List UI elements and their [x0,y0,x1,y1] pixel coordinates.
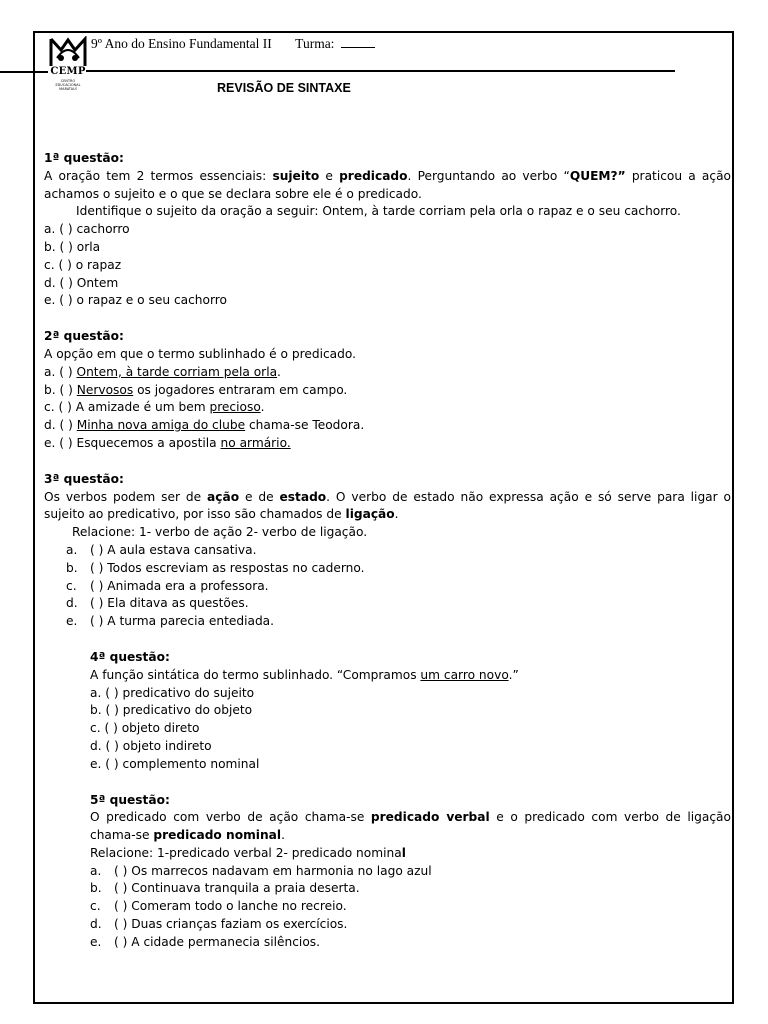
q3-statement: Os verbos podem ser de ação e de estado. O verbo de estado não expressa ação e só serve para ligar o sujeito ao predicativo, por isso são chamados de ligação. [44,489,732,522]
q1-option-e[interactable]: e. ( ) o rapaz e o seu cachorro [44,293,227,308]
header-rule [86,70,675,72]
q5-statement: O predicado com verbo de ação chama-se predicado verbal e o predicado com verbo de ligação chama-se predicado nominal. [90,810,731,843]
q2-option-d[interactable]: d. ( ) Minha nova amiga do clube chama-se Teodora. [44,418,365,433]
q3-option-d[interactable]: d. ( ) Ela ditava as questões. [66,596,249,611]
q2-statement: A opção em que o termo sublinhado é o predicado. [44,346,356,361]
q4-option-d[interactable]: d. ( ) objeto indireto [90,738,212,753]
q4-heading: 4ª questão: [90,649,170,664]
q5-option-e[interactable]: e. ( ) A cidade permanecia silêncios. [90,934,321,949]
q3-relate: Relacione: 1- verbo de ação 2- verbo de ligação. [72,525,368,540]
q5-option-d[interactable]: d. ( ) Duas crianças faziam os exercícios. [90,917,348,932]
q4-statement: A função sintática do termo sublinhado. “Compramos um carro novo.” [90,667,519,682]
q3-option-e[interactable]: e. ( ) A turma parecia entediada. [66,614,275,629]
questions-body [44,150,731,952]
q1-option-a[interactable]: a. ( ) cachorro [44,222,130,237]
q3-option-b[interactable]: b. ( ) Todos escreviam as respostas no caderno. [66,560,365,575]
q5-option-c[interactable]: c. ( ) Comeram todo o lanche no recreio. [90,899,347,914]
q4-option-b[interactable]: b. ( ) predicativo do objeto [90,703,253,718]
q4-option-c[interactable]: c. ( ) objeto direto [90,721,200,736]
class-blank-field[interactable] [341,35,375,48]
q5-option-a[interactable]: a. ( ) Os marrecos nadavam em harmonia no lago azul [90,863,432,878]
logo-name: CEMP [50,66,86,77]
q3-heading: 3ª questão: [44,471,124,486]
q1-option-c[interactable]: c. ( ) o rapaz [44,257,122,272]
q2-option-e[interactable]: e. ( ) Esquecemos a apostila no armário. [44,435,291,450]
q1-instruction: Identifique o sujeito da oração a seguir: Ontem, à tarde corriam pela orla o rapaz e o seu cachorro. [76,204,681,219]
q3-option-a[interactable]: a. ( ) A aula estava cansativa. [66,542,257,557]
header-rule-left [0,71,48,73]
q1-option-b[interactable]: b. ( ) orla [44,239,101,254]
page-title: REVISÃO DE SINTAXE [217,81,351,95]
q3-option-c[interactable]: c. ( ) Animada era a professora. [66,578,269,593]
grade-label: 9º Ano do Ensino Fundamental II [91,36,272,51]
logo-subtitle: CENTRO EDUCACIONAL MARATAUÍ [55,79,81,91]
q5-heading: 5ª questão: [90,792,170,807]
q4-option-a[interactable]: a. ( ) predicativo do sujeito [90,685,255,700]
q2-heading: 2ª questão: [44,329,124,344]
q1-statement: A oração tem 2 termos essenciais: sujeito e predicado. Perguntando ao verbo “QUEM?” praticou a ação achamos o sujeito e o que se declara sobre ele é o predicado. [44,168,731,201]
q2-option-c[interactable]: c. ( ) A amizade é um bem precioso. [44,400,265,415]
q5-relate: Relacione: 1-predicado verbal 2- predicado nominal [90,845,406,860]
q1-option-d[interactable]: d. ( ) Ontem [44,275,119,290]
q2-option-b[interactable]: b. ( ) Nervosos os jogadores entraram em campo. [44,382,348,397]
q4-option-e[interactable]: e. ( ) complemento nominal [90,756,260,771]
header-info [91,35,375,52]
q5-option-b[interactable]: b. ( ) Continuava tranquila a praia deserta. [90,881,360,896]
class-label: Turma: [295,36,335,51]
q1-heading: 1ª questão: [44,151,124,165]
q2-option-a[interactable]: a. ( ) Ontem, à tarde corriam pela orla. [44,364,281,379]
